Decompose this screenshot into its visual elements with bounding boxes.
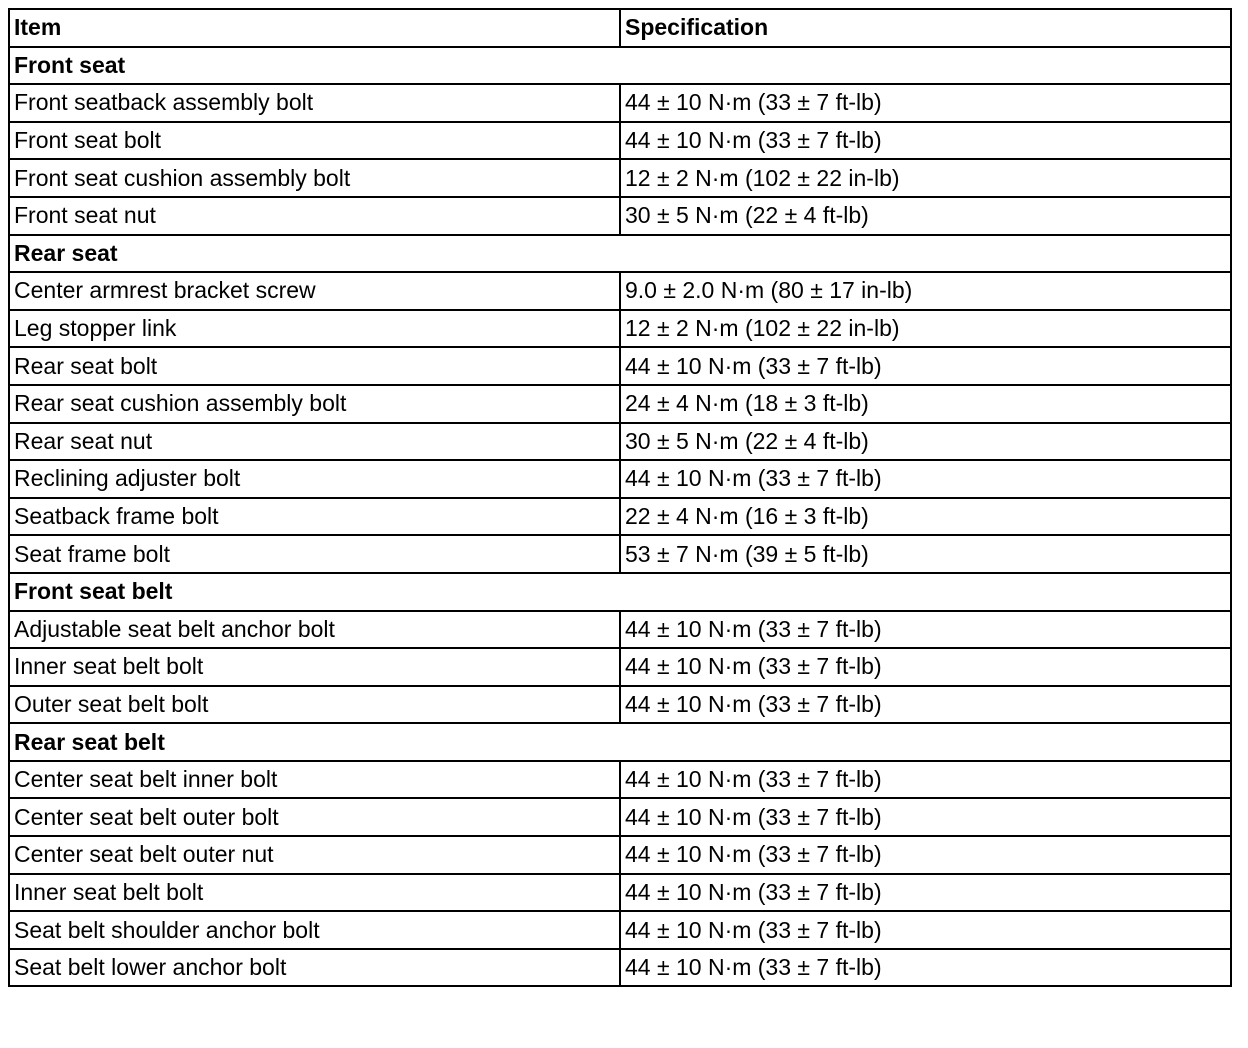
specification-cell: 53 ± 7 N·m (39 ± 5 ft-lb) [620, 535, 1231, 573]
item-cell: Center seat belt outer nut [9, 836, 620, 874]
specification-cell: 24 ± 4 N·m (18 ± 3 ft-lb) [620, 385, 1231, 423]
item-cell: Center seat belt outer bolt [9, 798, 620, 836]
section-title: Rear seat belt [9, 723, 1231, 761]
specification-cell: 44 ± 10 N·m (33 ± 7 ft-lb) [620, 122, 1231, 160]
table-row [9, 761, 1231, 799]
torque-spec-table [8, 8, 1232, 987]
item-cell: Front seat bolt [9, 122, 620, 160]
table-row [9, 310, 1231, 348]
table-row [9, 798, 1231, 836]
table-body [9, 47, 1231, 987]
table-row [9, 197, 1231, 235]
section-row [9, 47, 1231, 85]
section-row [9, 573, 1231, 611]
item-cell: Inner seat belt bolt [9, 648, 620, 686]
specification-cell: 44 ± 10 N·m (33 ± 7 ft-lb) [620, 836, 1231, 874]
specification-cell: 12 ± 2 N·m (102 ± 22 in-lb) [620, 310, 1231, 348]
specification-cell: 9.0 ± 2.0 N·m (80 ± 17 in-lb) [620, 272, 1231, 310]
column-header-item: Item [9, 9, 620, 47]
item-cell: Front seat cushion assembly bolt [9, 159, 620, 197]
specification-cell: 44 ± 10 N·m (33 ± 7 ft-lb) [620, 460, 1231, 498]
item-cell: Leg stopper link [9, 310, 620, 348]
item-cell: Front seatback assembly bolt [9, 84, 620, 122]
table-row [9, 911, 1231, 949]
item-cell: Rear seat cushion assembly bolt [9, 385, 620, 423]
table-row [9, 272, 1231, 310]
table-row [9, 686, 1231, 724]
section-title: Front seat belt [9, 573, 1231, 611]
section-row [9, 235, 1231, 273]
table-row [9, 423, 1231, 461]
table-row [9, 159, 1231, 197]
table-row [9, 498, 1231, 536]
section-title: Front seat [9, 47, 1231, 85]
specification-cell: 44 ± 10 N·m (33 ± 7 ft-lb) [620, 911, 1231, 949]
item-cell: Reclining adjuster bolt [9, 460, 620, 498]
specification-cell: 30 ± 5 N·m (22 ± 4 ft-lb) [620, 197, 1231, 235]
item-cell: Outer seat belt bolt [9, 686, 620, 724]
table-row [9, 84, 1231, 122]
item-cell: Seat belt lower anchor bolt [9, 949, 620, 987]
specification-cell: 44 ± 10 N·m (33 ± 7 ft-lb) [620, 347, 1231, 385]
item-cell: Seatback frame bolt [9, 498, 620, 536]
table-row [9, 460, 1231, 498]
specification-cell: 44 ± 10 N·m (33 ± 7 ft-lb) [620, 798, 1231, 836]
item-cell: Seat frame bolt [9, 535, 620, 573]
item-cell: Seat belt shoulder anchor bolt [9, 911, 620, 949]
item-cell: Adjustable seat belt anchor bolt [9, 611, 620, 649]
specification-cell: 22 ± 4 N·m (16 ± 3 ft-lb) [620, 498, 1231, 536]
table-row [9, 122, 1231, 160]
item-cell: Rear seat bolt [9, 347, 620, 385]
specification-cell: 12 ± 2 N·m (102 ± 22 in-lb) [620, 159, 1231, 197]
item-cell: Center armrest bracket screw [9, 272, 620, 310]
specification-cell: 30 ± 5 N·m (22 ± 4 ft-lb) [620, 423, 1231, 461]
specification-cell: 44 ± 10 N·m (33 ± 7 ft-lb) [620, 761, 1231, 799]
specification-cell: 44 ± 10 N·m (33 ± 7 ft-lb) [620, 648, 1231, 686]
table-row [9, 347, 1231, 385]
table-header-row [9, 9, 1231, 47]
item-cell: Inner seat belt bolt [9, 874, 620, 912]
item-cell: Front seat nut [9, 197, 620, 235]
specification-cell: 44 ± 10 N·m (33 ± 7 ft-lb) [620, 686, 1231, 724]
specification-cell: 44 ± 10 N·m (33 ± 7 ft-lb) [620, 611, 1231, 649]
table-row [9, 949, 1231, 987]
table-row [9, 648, 1231, 686]
table-row [9, 535, 1231, 573]
table-row [9, 385, 1231, 423]
specification-cell: 44 ± 10 N·m (33 ± 7 ft-lb) [620, 949, 1231, 987]
section-title: Rear seat [9, 235, 1231, 273]
item-cell: Center seat belt inner bolt [9, 761, 620, 799]
specification-cell: 44 ± 10 N·m (33 ± 7 ft-lb) [620, 874, 1231, 912]
item-cell: Rear seat nut [9, 423, 620, 461]
table-row [9, 836, 1231, 874]
table-row [9, 874, 1231, 912]
section-row [9, 723, 1231, 761]
table-row [9, 611, 1231, 649]
specification-cell: 44 ± 10 N·m (33 ± 7 ft-lb) [620, 84, 1231, 122]
column-header-specification: Specification [620, 9, 1231, 47]
